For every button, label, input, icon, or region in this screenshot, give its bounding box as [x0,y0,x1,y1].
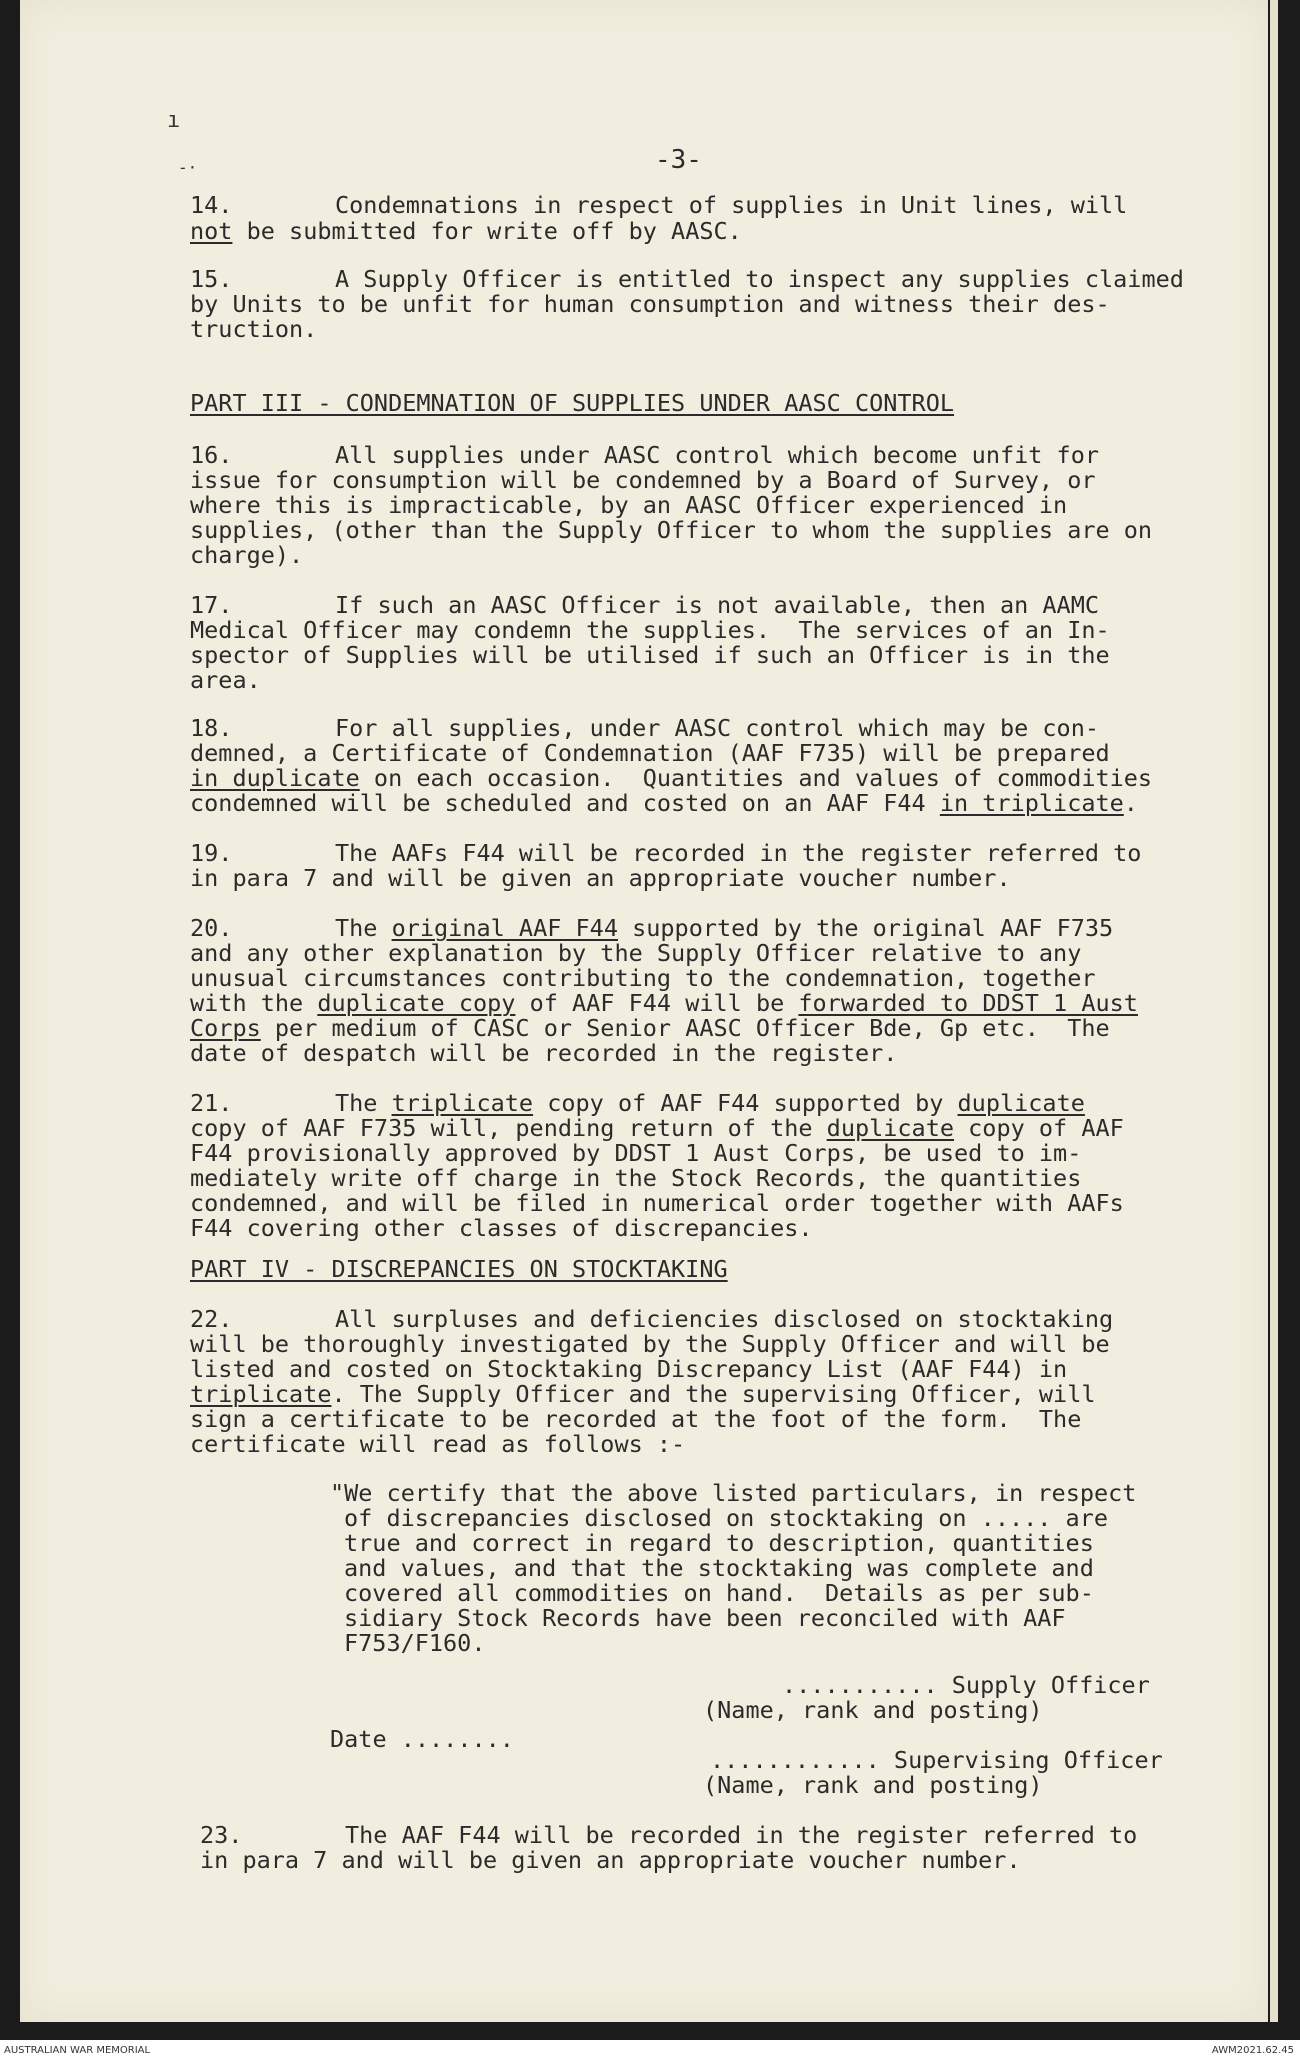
document-body [20,0,1268,2022]
para-17-line-2: Medical Officer may condemn the supplies. The services of an In- [190,616,1110,644]
para-23-line-2: in para 7 and will be given an appropriate voucher number. [200,1846,1021,1874]
para-22-line-5: sign a certificate to be recorded at the foot of the form. The [190,1405,1082,1433]
archive-footer [0,2040,1300,2061]
para-14-line-1: 14. Condemnations in respect of supplies in Unit lines, will [190,191,1128,219]
para-22-line-2: will be thoroughly investigated by the Supply Officer and will be [190,1330,1110,1358]
adjacent-page-edge [1270,0,1278,2022]
para-20-line-2: and any other explanation by the Supply Officer relative to any [190,939,1082,967]
para-18-line-3: in duplicate on each occasion. Quantities and values of commodities [190,764,1153,792]
para-20-line-1: 20. The original AAF F44 supported by the original AAF F735 [190,914,1114,942]
margin-mark-2: -· [178,158,198,177]
date-line: Date ........ [330,1725,514,1753]
para-18-line-1: 18. For all supplies, under AASC control which may be con- [190,714,1100,742]
para-19-line-2: in para 7 and will be given an appropriate voucher number. [190,864,1011,892]
para-21-line-1: 21. The triplicate copy of AAF F44 supported by duplicate [190,1089,1085,1117]
para-17-line-3: spector of Supplies will be utilised if such an Officer is in the [190,641,1110,669]
supply-officer-signature-line: ........... Supply Officer [782,1671,1150,1699]
document-page [20,0,1268,2022]
part-iii-heading: PART III - CONDEMNATION OF SUPPLIES UNDER AASC CONTROL [190,389,955,417]
para-16-line-1: 16. All supplies under AASC control which become unfit for [190,441,1100,469]
para-21-line-4: mediately write off charge in the Stock Records, the quantities [190,1164,1082,1192]
part-iv-heading: PART IV - DISCREPANCIES ON STOCKTAKING [190,1255,728,1283]
margin-mark: ı [167,108,181,133]
para-15-line-2: by Units to be unfit for human consumption and witness their des- [190,290,1110,318]
para-21-line-6: F44 covering other classes of discrepancies. [190,1214,813,1242]
certificate-line-3: true and correct in regard to description, quantities [344,1529,1094,1557]
para-20-line-3: unusual circumstances contributing to the condemnation, together [190,964,1096,992]
para-17-line-1: 17. If such an AASC Officer is not available, then an AAMC [190,591,1100,619]
supply-officer-name-rank: (Name, rank and posting) [703,1696,1043,1724]
para-14-line-2: not be submitted for write off by AASC. [190,217,742,245]
para-22-line-1: 22. All surpluses and deficiencies disclosed on stocktaking [190,1305,1114,1333]
para-18-line-4: condemned will be scheduled and costed on an AAF F44 in triplicate. [190,789,1138,817]
archive-name: AUSTRALIAN WAR MEMORIAL [4,2045,151,2056]
page-number: -3- [655,145,702,175]
para-21-line-2: copy of AAF F735 will, pending return of the duplicate copy of AAF [190,1114,1124,1142]
para-20-line-6: date of despatch will be recorded in the register. [190,1039,898,1067]
certificate-line-1: "We certify that the above listed particulars, in respect [330,1479,1137,1507]
para-15-line-1: 15. A Supply Officer is entitled to inspect any supplies claimed [190,265,1184,293]
para-22-line-3: listed and costed on Stocktaking Discrepancy List (AAF F44) in [190,1355,1068,1383]
para-16-line-4: supplies, (other than the Supply Officer to whom the supplies are on [190,516,1153,544]
supervising-officer-signature-line: ............ Supervising Officer [710,1746,1163,1774]
para-20-line-4: with the duplicate copy of AAF F44 will be forwarded to DDST 1 Aust [190,989,1138,1017]
para-18-line-2: demned, a Certificate of Condemnation (AAF F735) will be prepared [190,739,1110,767]
para-16-line-3: where this is impracticable, by an AASC Officer experienced in [190,491,1068,519]
certificate-line-6: sidiary Stock Records have been reconciled with AAF [344,1604,1066,1632]
para-21-line-5: condemned, and will be filed in numerical order together with AAFs [190,1189,1124,1217]
certificate-line-7: F753/F160. [344,1629,486,1657]
certificate-line-2: of discrepancies disclosed on stocktaking on ..... are [344,1504,1109,1532]
para-22-line-4: triplicate. The Supply Officer and the supervising Officer, will [190,1380,1096,1408]
para-16-line-5: charge). [190,541,304,569]
certificate-line-4: and values, and that the stocktaking was complete and [344,1554,1094,1582]
para-20-line-5: Corps per medium of CASC or Senior AASC Officer Bde, Gp etc. The [190,1014,1110,1042]
para-17-line-4: area. [190,666,261,694]
para-15-line-3: truction. [190,315,318,343]
para-19-line-1: 19. The AAFs F44 will be recorded in the register referred to [190,839,1142,867]
para-16-line-2: issue for consumption will be condemned by a Board of Survey, or [190,466,1096,494]
supervising-officer-name-rank: (Name, rank and posting) [703,1771,1043,1799]
archive-reference: AWM2021.62.45 [1211,2045,1294,2056]
para-23-line-1: 23. The AAF F44 will be recorded in the register referred to [200,1821,1138,1849]
para-21-line-3: F44 provisionally approved by DDST 1 Aust Corps, be used to im- [190,1139,1082,1167]
certificate-line-5: covered all commodities on hand. Details as per sub- [344,1579,1094,1607]
para-22-line-6: certificate will read as follows :- [190,1430,686,1458]
